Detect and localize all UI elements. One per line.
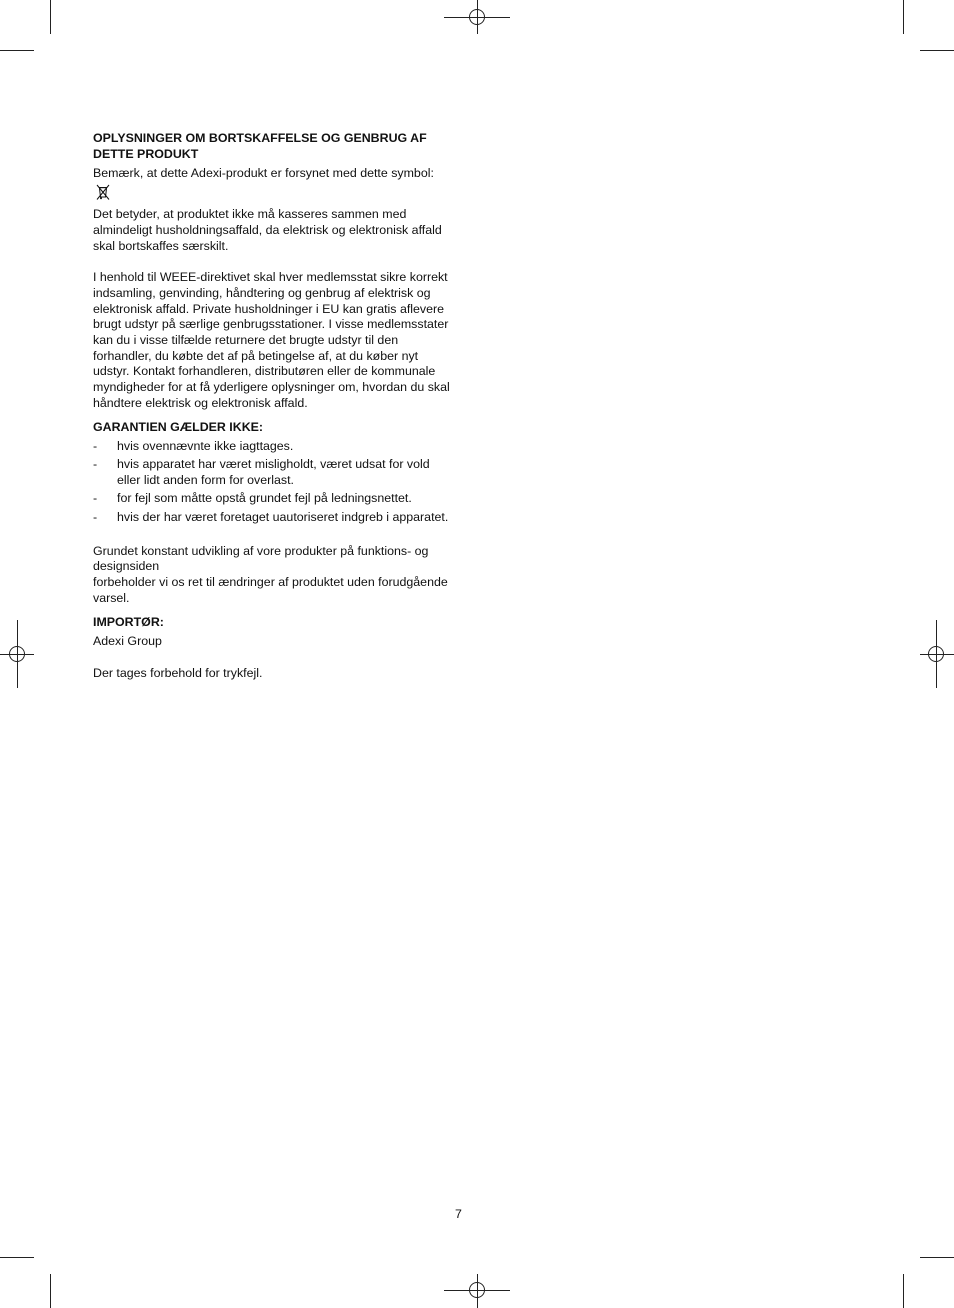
disposal-heading: OPLYSNINGER OM BORTSKAFFELSE OG GENBRUG AF DETTE PRODUKT — [93, 131, 427, 161]
disposal-paragraph-2: I henhold til WEEE-direktivet skal hver medlemsstat sikre korrekt indsamling, genvinding, håndtering og genbrug af elektrisk og elektronisk affald. Private husholdninger i EU kan gratis aflevere brugt udstyr på særlige genbrugsstationer. I visse medlemsstater kan du i visse tilfælde returnere det brugte udstyr til den forhandler, du købte det af på betingelse af, at du køber nyt udstyr. Kontakt forhandleren, distributøren eller de kommunale myndigheder for at få yderligere oplysninger om, hvordan du skal håndtere elektrisk og elektronisk affald. — [93, 270, 450, 410]
crop-mark — [903, 0, 904, 34]
page-number: 7 — [455, 1207, 462, 1221]
symbol-intro: Bemærk, at dette Adexi-produkt er forsynet med dette symbol: — [93, 166, 434, 181]
importer-name: Adexi Group — [93, 634, 162, 649]
crop-mark — [50, 0, 51, 34]
notice-line-1: Grundet konstant udvikling af vore produkter på funktions- og designsiden — [93, 543, 429, 574]
list-item: - hvis der har været foretaget uautoriseret indgreb i apparatet. — [93, 509, 449, 524]
warranty-heading: GARANTIEN GÆLDER IKKE: — [93, 419, 264, 434]
crop-mark — [0, 50, 34, 51]
registration-circle — [9, 646, 25, 662]
registration-circle — [469, 9, 485, 25]
list-item: - for fejl som måtte opstå grundet fejl på ledningsnettet. — [93, 491, 412, 506]
crop-mark — [920, 50, 954, 51]
importer-heading: IMPORTØR: — [93, 614, 164, 629]
registration-circle — [469, 1282, 485, 1298]
crop-mark — [0, 1257, 34, 1258]
document-body — [93, 131, 453, 682]
disposal-paragraph-1: Det betyder, at produktet ikke må kasseres sammen med almindeligt husholdningsaffald, da elektrisk og elektronisk affald skal bortskaffes særskilt. — [93, 207, 442, 253]
misprint-disclaimer: Der tages forbehold for trykfejl. — [93, 665, 263, 680]
list-item: - hvis ovennævnte ikke iagttages. — [93, 439, 294, 454]
crossed-out-wheelie-bin-icon — [96, 184, 110, 201]
list-item: - hvis apparatet har været misligholdt, været udsat for vold eller lidt anden form for overlast. — [93, 457, 430, 488]
registration-circle — [928, 646, 944, 662]
notice-line-2: forbeholder vi os ret til ændringer af produktet uden forudgående varsel. — [93, 575, 448, 605]
warranty-exclusions-list — [93, 439, 453, 525]
crop-mark — [50, 1274, 51, 1308]
crop-mark — [903, 1274, 904, 1308]
crop-mark — [920, 1257, 954, 1258]
